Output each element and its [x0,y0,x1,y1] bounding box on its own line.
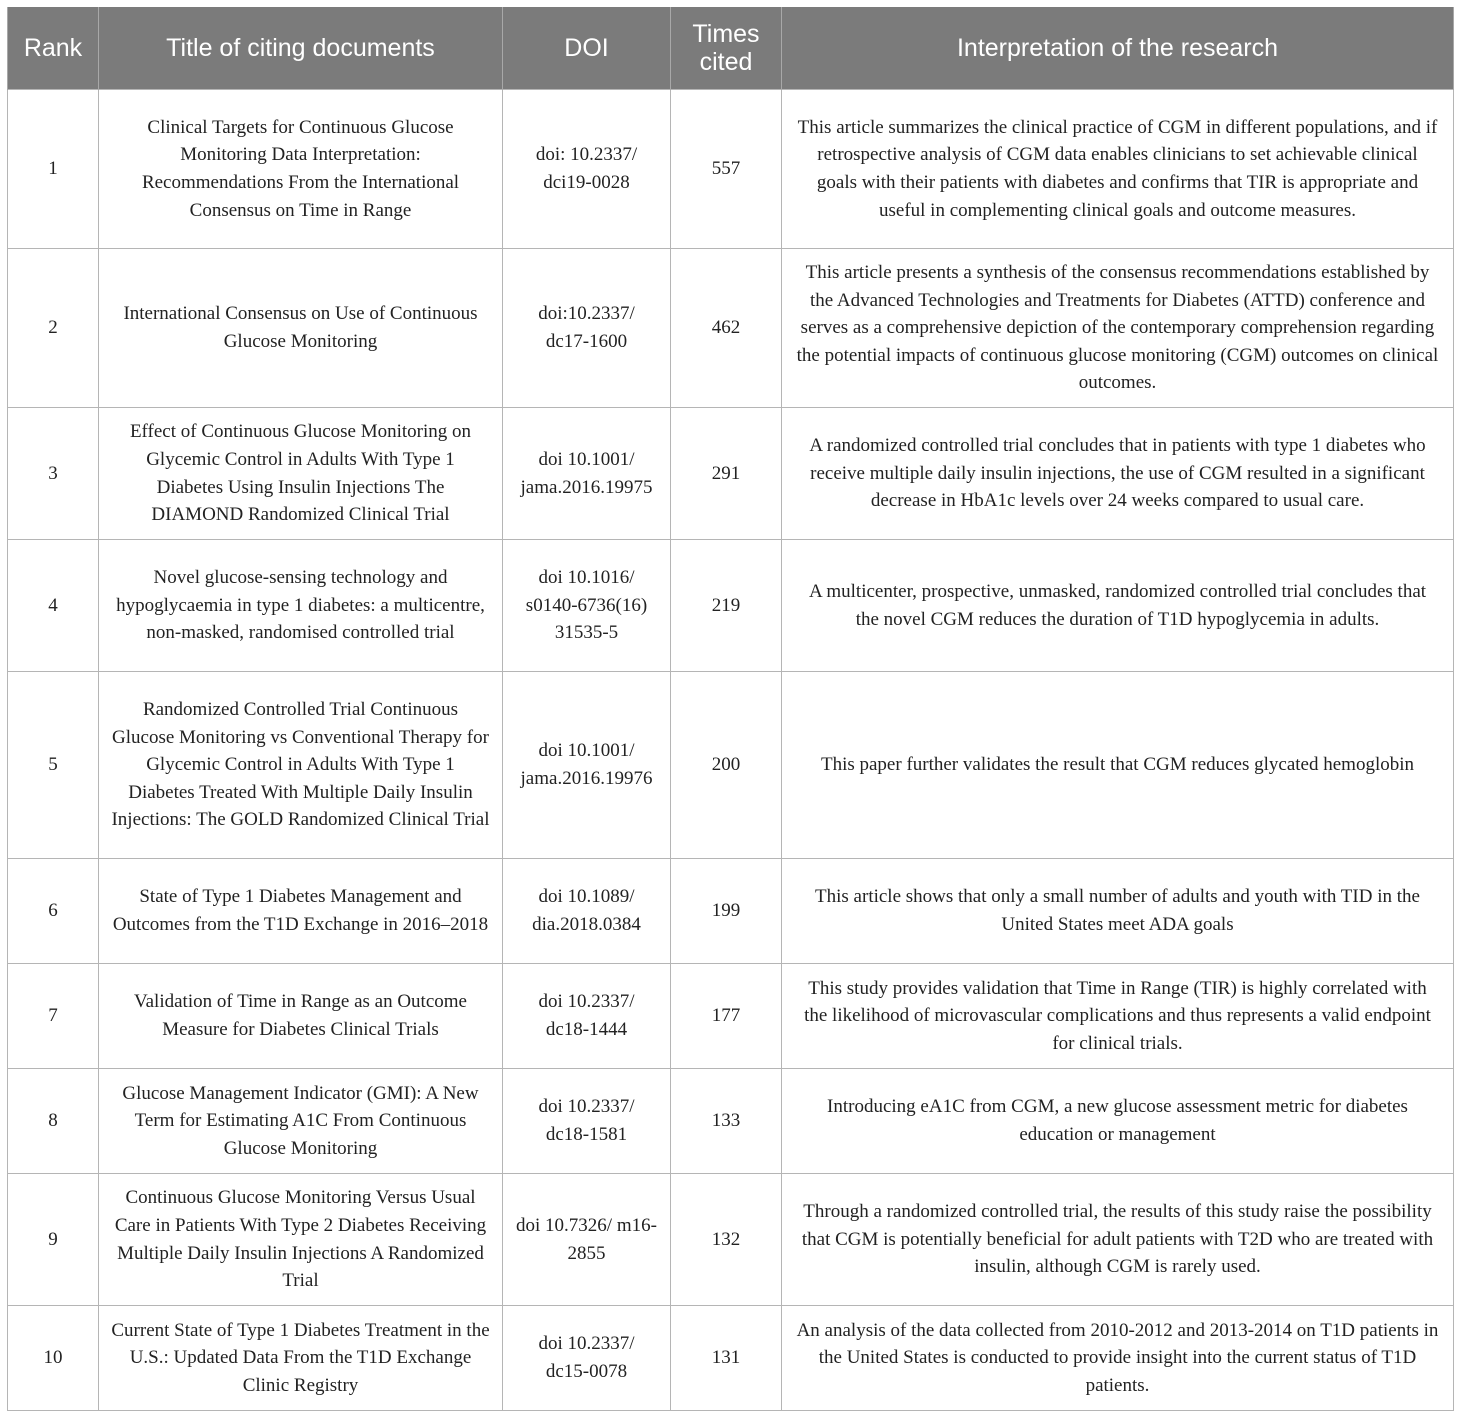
citation-table [7,7,1454,1411]
table-header [8,7,1454,90]
cell-interpretation: An analysis of the data collected from 2010-2012 and 2013-2014 on T1D patients in the United States is conducted to provide insight into the current status of T1D patients. [782,1306,1454,1411]
cell-times-cited: 131 [671,1306,782,1411]
table-row [8,672,1454,859]
citation-table-container [7,7,1453,1411]
cell-times-cited: 462 [671,249,782,408]
cell-title: State of Type 1 Diabetes Management and Outcomes from the T1D Exchange in 2016–2018 [99,859,503,964]
cell-rank: 3 [8,408,99,540]
cell-times-cited: 199 [671,859,782,964]
cell-rank: 6 [8,859,99,964]
table-row [8,1174,1454,1306]
cell-interpretation: This article shows that only a small number of adults and youth with TID in the United States meet ADA goals [782,859,1454,964]
cell-doi: doi 10.1001/ jama.2016.19976 [503,672,671,859]
header-title: Title of citing documents [99,7,503,90]
cell-title: Clinical Targets for Continuous Glucose Monitoring Data Interpretation: Recommendations From the International Consensus on Time in Range [99,90,503,249]
cell-rank: 9 [8,1174,99,1306]
header-doi: DOI [503,7,671,90]
cell-times-cited: 291 [671,408,782,540]
header-times-cited: Times cited [671,7,782,90]
cell-title: Continuous Glucose Monitoring Versus Usual Care in Patients With Type 2 Diabetes Receiving Multiple Daily Insulin Injections A Randomized Trial [99,1174,503,1306]
table-row [8,964,1454,1069]
cell-title: Validation of Time in Range as an Outcome Measure for Diabetes Clinical Trials [99,964,503,1069]
cell-title: Randomized Controlled Trial Continuous Glucose Monitoring vs Conventional Therapy for Glycemic Control in Adults With Type 1 Diabetes Treated With Multiple Daily Insulin Injections: The GOLD Randomized Clinical Trial [99,672,503,859]
table-row [8,1069,1454,1174]
cell-doi: doi 10.1001/ jama.2016.19975 [503,408,671,540]
cell-doi: doi 10.2337/ dc18-1444 [503,964,671,1069]
cell-rank: 1 [8,90,99,249]
cell-rank: 4 [8,540,99,672]
header-row [8,7,1454,90]
cell-rank: 10 [8,1306,99,1411]
cell-doi: doi 10.2337/ dc18-1581 [503,1069,671,1174]
cell-interpretation: This article summarizes the clinical practice of CGM in different populations, and if retrospective analysis of CGM data enables clinicians to set achievable clinical goals with their patients with diabetes and confirms that TIR is appropriate and useful in complementing clinical goals and outcome measures. [782,90,1454,249]
cell-times-cited: 200 [671,672,782,859]
cell-times-cited: 219 [671,540,782,672]
cell-interpretation: This study provides validation that Time in Range (TIR) is highly correlated with the likelihood of microvascular complications and thus represents a valid endpoint for clinical trials. [782,964,1454,1069]
cell-times-cited: 177 [671,964,782,1069]
cell-rank: 5 [8,672,99,859]
cell-doi: doi: 10.2337/ dci19-0028 [503,90,671,249]
cell-doi: doi 10.1089/ dia.2018.0384 [503,859,671,964]
cell-title: Current State of Type 1 Diabetes Treatment in the U.S.: Updated Data From the T1D Exchange Clinic Registry [99,1306,503,1411]
table-row [8,408,1454,540]
cell-title: Novel glucose-sensing technology and hypoglycaemia in type 1 diabetes: a multicentre, non-masked, randomised controlled trial [99,540,503,672]
cell-title: Effect of Continuous Glucose Monitoring on Glycemic Control in Adults With Type 1 Diabetes Using Insulin Injections The DIAMOND Randomized Clinical Trial [99,408,503,540]
cell-rank: 8 [8,1069,99,1174]
cell-times-cited: 133 [671,1069,782,1174]
table-row [8,90,1454,249]
table-body [8,90,1454,1411]
cell-interpretation: This article presents a synthesis of the consensus recommendations established by the Advanced Technologies and Treatments for Diabetes (ATTD) conference and serves as a comprehensive depiction of the contemporary comprehension regarding the potential impacts of continuous glucose monitoring (CGM) outcomes on clinical outcomes. [782,249,1454,408]
cell-times-cited: 132 [671,1174,782,1306]
cell-doi: doi 10.2337/ dc15-0078 [503,1306,671,1411]
cell-doi: doi 10.1016/ s0140-6736(16) 31535-5 [503,540,671,672]
cell-times-cited: 557 [671,90,782,249]
cell-title: International Consensus on Use of Continuous Glucose Monitoring [99,249,503,408]
table-row [8,540,1454,672]
cell-interpretation: A randomized controlled trial concludes that in patients with type 1 diabetes who receive multiple daily insulin injections, the use of CGM resulted in a significant decrease in HbA1c levels over 24 weeks compared to usual care. [782,408,1454,540]
cell-interpretation: This paper further validates the result that CGM reduces glycated hemoglobin [782,672,1454,859]
header-rank: Rank [8,7,99,90]
table-row [8,1306,1454,1411]
cell-title: Glucose Management Indicator (GMI): A New Term for Estimating A1C From Continuous Glucose Monitoring [99,1069,503,1174]
cell-rank: 2 [8,249,99,408]
cell-interpretation: Through a randomized controlled trial, the results of this study raise the possibility that CGM is potentially beneficial for adult patients with T2D who are treated with insulin, although CGM is rarely used. [782,1174,1454,1306]
cell-doi: doi:10.2337/ dc17-1600 [503,249,671,408]
cell-interpretation: Introducing eA1C from CGM, a new glucose assessment metric for diabetes education or management [782,1069,1454,1174]
cell-doi: doi 10.7326/ m16-2855 [503,1174,671,1306]
table-row [8,249,1454,408]
table-row [8,859,1454,964]
cell-rank: 7 [8,964,99,1069]
header-interpretation: Interpretation of the research [782,7,1454,90]
cell-interpretation: A multicenter, prospective, unmasked, randomized controlled trial concludes that the novel CGM reduces the duration of T1D hypoglycemia in adults. [782,540,1454,672]
